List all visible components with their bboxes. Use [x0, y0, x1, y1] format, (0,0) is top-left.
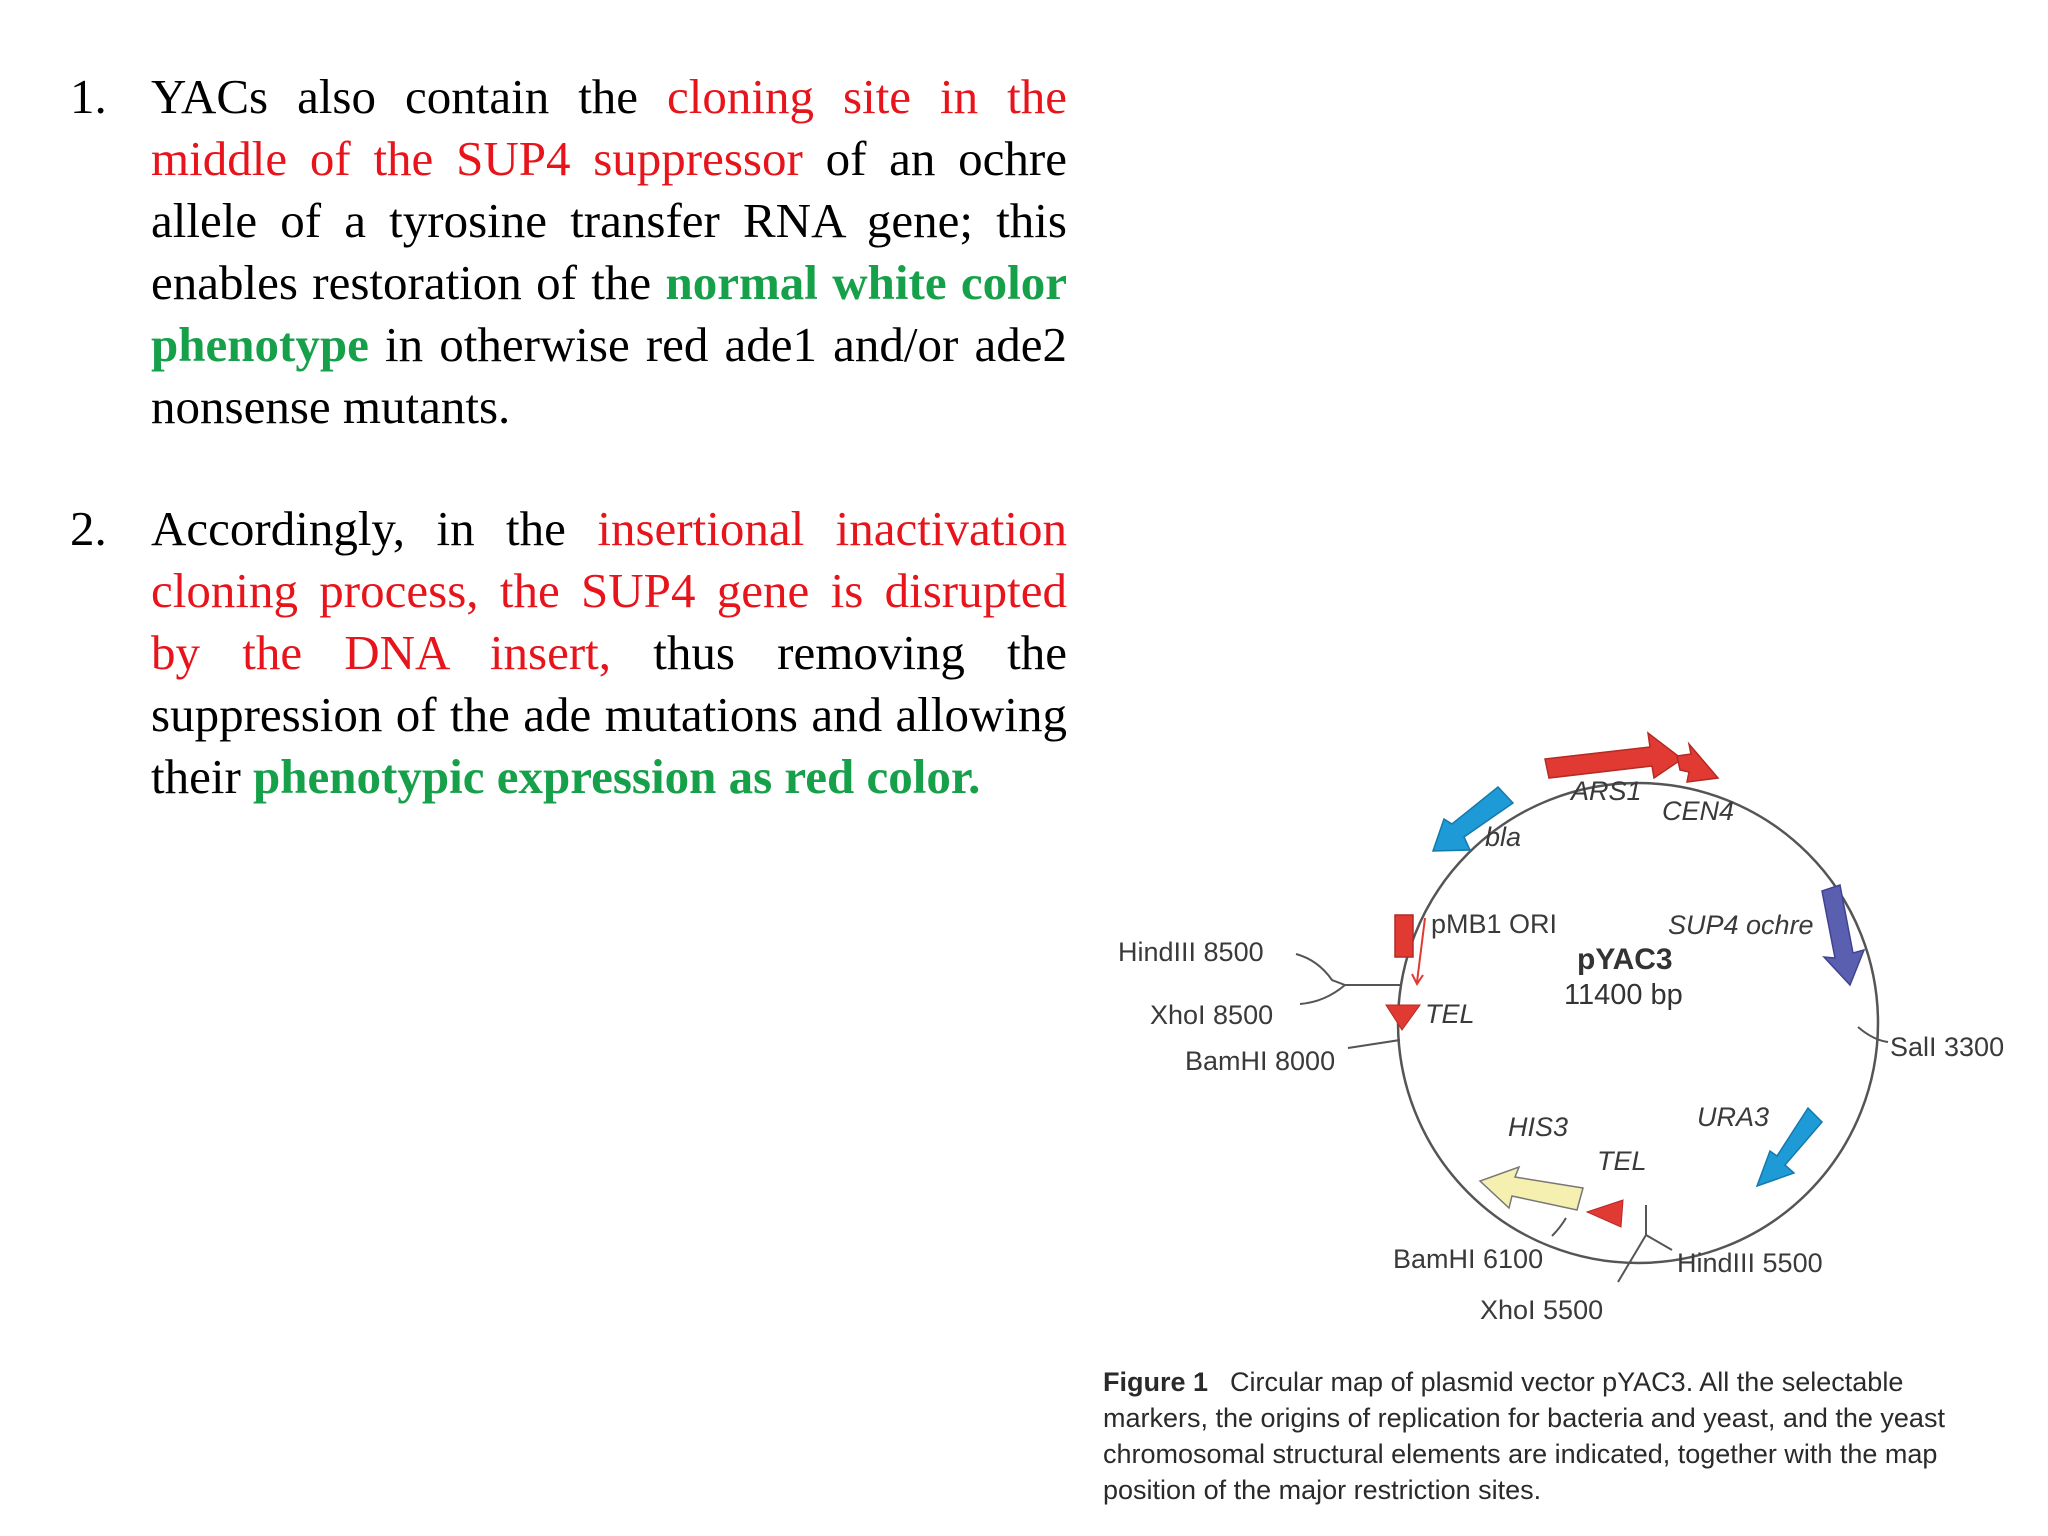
- numbered-points: [64, 66, 1067, 808]
- xhoi-5500-label: XhoI 5500: [1480, 1295, 1604, 1325]
- point-text: [151, 69, 1067, 434]
- plain-text: Accordingly, in the: [151, 501, 598, 556]
- bamhi-8000-label: BamHI 8000: [1185, 1046, 1336, 1076]
- point-number: 2.: [70, 501, 107, 556]
- green-highlight: normal white color phenotype: [151, 255, 1068, 372]
- bla-label: bla: [1485, 822, 1522, 852]
- green-highlight: phenotypic expression as red color.: [253, 749, 981, 804]
- caption-label: Figure 1: [1103, 1367, 1209, 1397]
- bamhi-6100-label: BamHI 6100: [1393, 1244, 1544, 1274]
- ura3-label: URA3: [1697, 1102, 1770, 1132]
- hindiii-8500-label: HindIII 8500: [1118, 937, 1264, 967]
- tel-right-label: TEL: [1597, 1146, 1647, 1176]
- red-highlight: insertional inactivation cloning process, the SUP4 gene is disrupted by the DNA insert,: [151, 501, 1067, 680]
- figure-caption: [1103, 1364, 2013, 1508]
- ars1-arrow: [1545, 733, 1682, 778]
- sali-3300-label: SalI 3300: [1890, 1032, 2005, 1062]
- sup4-arrow: [1822, 885, 1864, 985]
- hindiii-5500-label: HindIII 5500: [1677, 1248, 1823, 1278]
- plasmid-map: [1110, 730, 2030, 1350]
- tel-left-triangle: [1386, 1005, 1420, 1030]
- caption-text: Circular map of plasmid vector pYAC3. All the selectable markers, the origins of replication for bacteria and yeast, and the yeast chromosomal structural elements are indicated, together with the map position of the major restriction sites.: [1103, 1367, 1945, 1505]
- plasmid-name: pYAC3: [1577, 943, 1673, 976]
- point-text: [151, 501, 1067, 804]
- plain-text: YACs also contain the: [151, 69, 668, 124]
- point-1: [64, 66, 1067, 438]
- sup4-label: SUP4 ochre: [1668, 910, 1814, 940]
- point-2: [64, 498, 1067, 808]
- his3-arrow: [1480, 1167, 1583, 1210]
- red-highlight: cloning site in the middle of the SUP4 suppressor: [151, 69, 1067, 186]
- ars1-label: ARS1: [1571, 776, 1642, 806]
- xhoi-8500-label: XhoI 8500: [1150, 1000, 1274, 1030]
- pmb1-ori-label: pMB1 ORI: [1431, 909, 1558, 939]
- plain-text: in otherwise red ade1 and/or ade2 nonsense mutants.: [151, 317, 1067, 434]
- pmb1-ori-block: [1395, 915, 1413, 957]
- his3-label: HIS3: [1508, 1112, 1569, 1142]
- tel-left-label: TEL: [1425, 999, 1475, 1029]
- point-number: 1.: [70, 69, 107, 124]
- plasmid-size: 11400 bp: [1564, 979, 1683, 1011]
- plain-text: thus removing the suppression of the ade mutations and allowing their: [151, 625, 1067, 804]
- tel-right-triangle: [1587, 1200, 1623, 1227]
- cen4-arrow: [1677, 744, 1718, 782]
- plain-text: of an ochre allele of a tyrosine transfer RNA gene; this enables restoration of the: [151, 131, 1067, 310]
- cen4-label: CEN4: [1662, 796, 1735, 826]
